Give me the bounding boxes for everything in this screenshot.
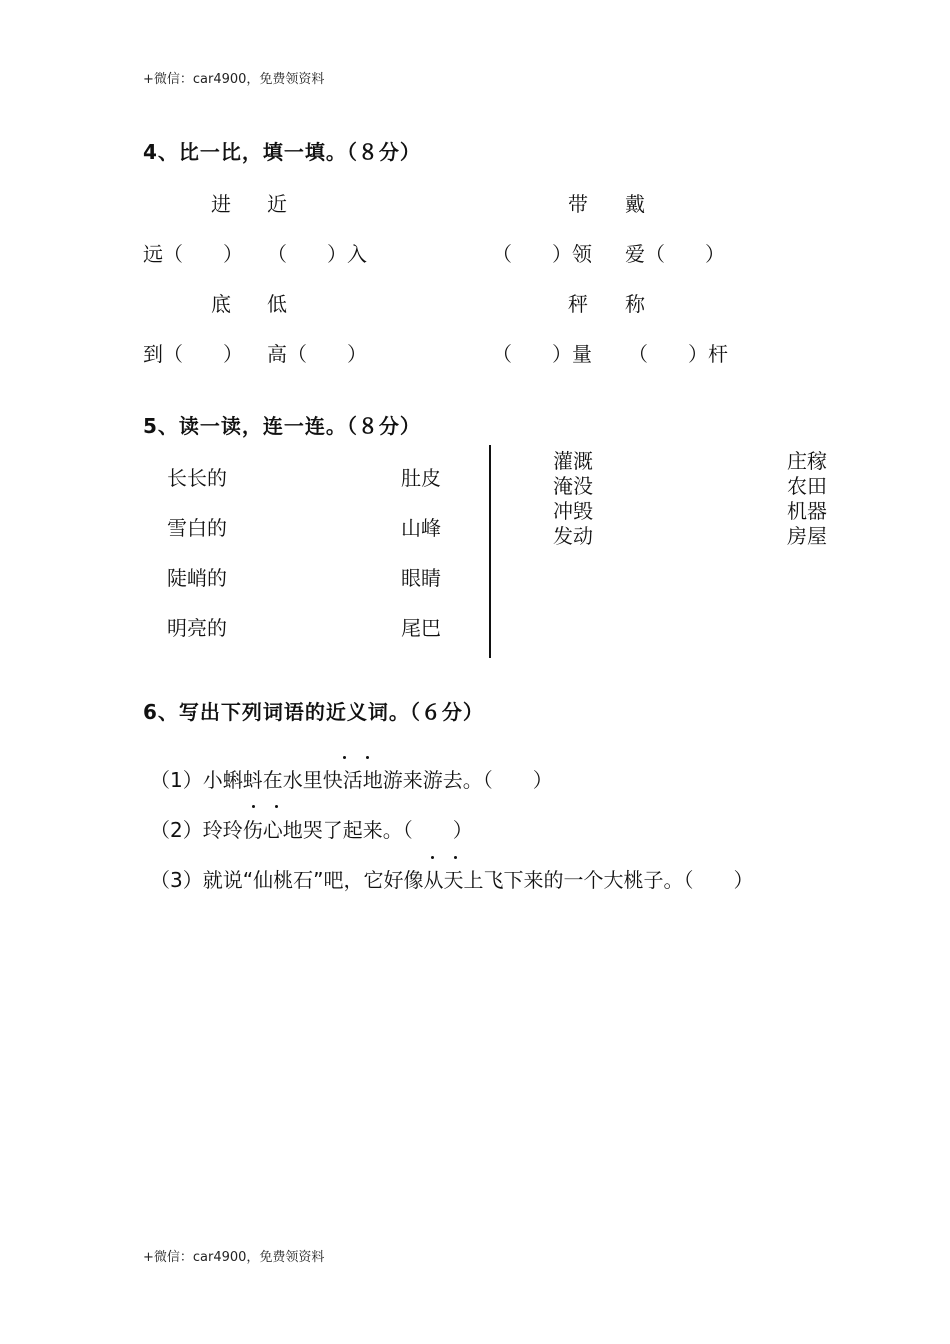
q4-g4-blank-2: （ ）杆 [628,342,728,366]
q4-g4-char-1: 秤 [568,292,588,316]
page-footer: +微信：car4900，免费领资料 [143,1250,325,1265]
q5-column-divider [489,445,491,658]
q5-left-item: 长长的 [167,466,227,490]
q5-left-item: 雪白的 [167,516,227,540]
q4-g4-blank-1: （ ）量 [492,342,592,366]
page-header: +微信：car4900，免费领资料 [143,72,325,87]
q6-item-2: （2）玲玲伤心地哭了起来。（ ） [150,818,473,842]
q4-g4-char-2: 称 [625,292,645,316]
q5-verb-item: 发动 [553,524,593,548]
q6-item-3: （3）就说“仙桃石”吧，它好像从天上飞下来的一个大桃子。（ ） [150,868,754,892]
q4-g3-char-1: 底 [211,292,231,316]
q4-g1-blank-1: 远（ ） [143,242,243,266]
q4-g1-blank-2: （ ）入 [267,242,367,266]
emphasis-dot [366,756,369,759]
q5-object-item: 庄稼 [787,449,827,473]
emphasis-dot [454,856,457,859]
q5-right-item: 眼睛 [401,566,441,590]
q5-right-item: 山峰 [401,516,441,540]
q6-title: 6、写出下列词语的近义词。（６分） [143,700,484,724]
q5-object-item: 农田 [787,474,827,498]
q4-g2-blank-1: （ ）领 [492,242,592,266]
emphasis-dot [431,856,434,859]
q5-left-item: 明亮的 [167,616,227,640]
q5-left-item: 陡峭的 [167,566,227,590]
q5-verb-item: 淹没 [553,474,593,498]
q5-verb-item: 灌溉 [553,449,593,473]
q4-g1-char-2: 近 [267,192,287,216]
q4-g2-char-1: 带 [568,192,588,216]
q4-title: 4、比一比，填一填。（８分） [143,140,421,164]
emphasis-dot [252,805,255,808]
emphasis-dot [343,756,346,759]
q5-right-item: 肚皮 [401,466,441,490]
q5-verb-item: 冲毁 [553,499,593,523]
q5-object-item: 房屋 [787,524,827,548]
q4-g2-char-2: 戴 [625,192,645,216]
q6-item-1: （1）小蝌蚪在水里快活地游来游去。（ ） [150,768,553,792]
q5-right-item: 尾巴 [401,616,441,640]
q5-title: 5、读一读，连一连。（８分） [143,414,421,438]
q4-g1-char-1: 进 [211,192,231,216]
q4-g3-blank-1: 到（ ） [143,342,243,366]
q4-g3-char-2: 低 [267,292,287,316]
q5-object-item: 机器 [787,499,827,523]
q4-g2-blank-2: 爱（ ） [625,242,725,266]
emphasis-dot [275,805,278,808]
q4-g3-blank-2: 高（ ） [267,342,367,366]
